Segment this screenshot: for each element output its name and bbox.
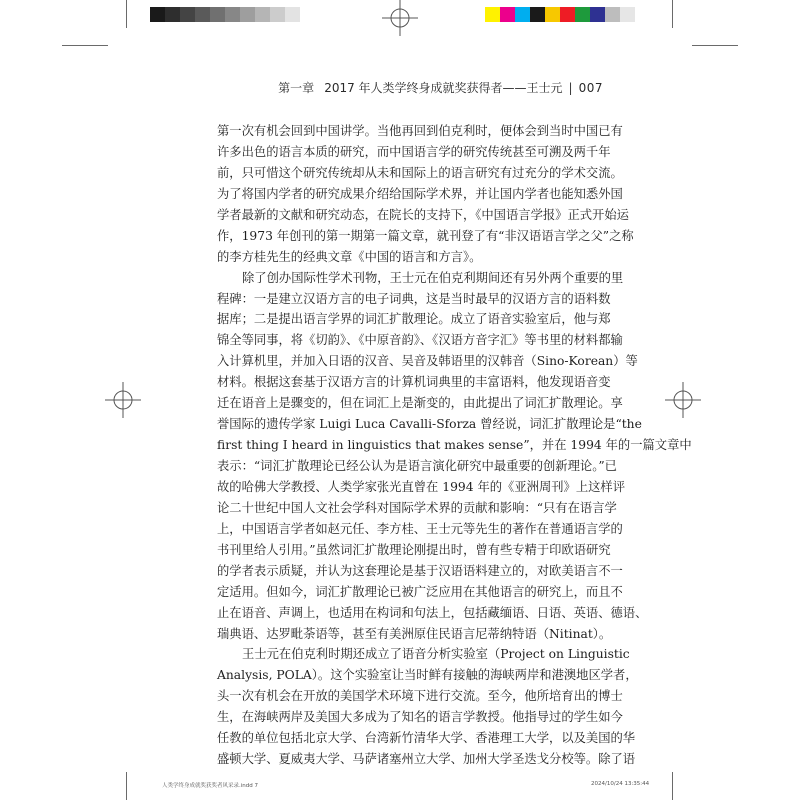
text-line: 任教的单位包括北京大学、台湾新竹清华大学、香港理工大学，以及美国的华 xyxy=(217,731,636,746)
text-line: 学者最新的文献和研究动态，在院长的支持下，《中国语言学报》正式开始运 xyxy=(217,207,629,222)
color-swatch xyxy=(620,7,635,22)
crop-mark xyxy=(672,772,673,800)
text-line: 故的哈佛大学教授、人类学家张光直曾在 1994 年的《亚洲周刊》上这样评 xyxy=(217,479,626,494)
color-swatch xyxy=(515,7,530,22)
text-line: 作，1973 年创刊的第一期第一篇文章，就刊登了有“非汉语语言学之父”之称 xyxy=(217,228,634,243)
text-line: 迁在语音上是骤变的，但在词汇上是渐变的，由此提出了词汇扩散理论。享 xyxy=(217,396,623,411)
text-line: 瑞典语、达罗毗荼语等，甚至有美洲原住民语言尼蒂纳特语（Nitinat）。 xyxy=(217,626,612,641)
text-line: 王士元在伯克利时期还成立了语音分析实验室（Project on Linguistic xyxy=(242,647,630,662)
grayscale-registration-bar xyxy=(150,7,300,22)
crop-mark xyxy=(126,772,127,800)
color-swatch xyxy=(590,7,605,22)
crop-mark xyxy=(692,45,738,46)
text-line: 盛顿大学、夏威夷大学、马萨诸塞州立大学、加州大学圣迭戈分校等。除了语 xyxy=(217,752,636,767)
gray-swatch xyxy=(285,7,300,22)
text-line: 的李方桂先生的经典文章《中国的语言和方言》。 xyxy=(217,249,482,264)
text-line: 除了创办国际性学术刊物，王士元在伯克利期间还有另外两个重要的里 xyxy=(242,270,624,285)
gray-swatch xyxy=(255,7,270,22)
text-line: 许多出色的语言本质的研究，而中国语言学的研究传统甚至可溯及两千年 xyxy=(217,144,611,159)
text-line: 表示：“词汇扩散理论已经公认为是语言演化研究中最重要的创新理论。”已 xyxy=(217,459,617,473)
color-swatch xyxy=(530,7,545,22)
text-line: 誉国际的遗传学家 Luigi Luca Cavalli-Sforza 曾经说，词汇扩散理论是“the xyxy=(217,417,642,432)
gray-swatch xyxy=(165,7,180,22)
registration-crosshair-icon xyxy=(382,0,418,36)
text-line: 论二十世纪中国人文社会学科对国际学术界的贡献和影响：“只有在语言学 xyxy=(217,500,617,515)
chapter-title: 2017 年人类学终身成就奖获得者——王士元 xyxy=(324,81,563,95)
text-line: 定适用。但如今，词汇扩散理论已被广泛应用在其他语言的研究上，而且不 xyxy=(217,584,623,599)
color-swatch xyxy=(500,7,515,22)
text-line: 书刊里给人引用。”虽然词汇扩散理论刚提出时，曾有些专精于印欧语研究 xyxy=(217,542,611,557)
text-line: 锦全等同事，将《切韵》、《中原音韵》、《汉语方音字汇》等书里的材料都输 xyxy=(217,333,623,348)
crop-mark xyxy=(62,45,108,46)
gray-swatch xyxy=(240,7,255,22)
text-line: 入计算机里，并加入日语的汉音、吴音及韩语里的汉韩音（Sino-Korean）等 xyxy=(217,354,638,369)
registration-crosshair-icon xyxy=(105,382,141,418)
text-line: 的学者表示质疑，并认为这套理论是基于汉语语料建立的，对欧美语言不一 xyxy=(217,563,623,578)
text-line: 前，只可惜这个研究传统却从未和国际上的语言研究有过充分的学术交流。 xyxy=(217,165,623,180)
crop-mark xyxy=(672,0,673,28)
gray-swatch xyxy=(195,7,210,22)
color-swatch xyxy=(545,7,560,22)
gray-swatch xyxy=(210,7,225,22)
registration-crosshair-icon xyxy=(665,382,701,418)
file-name-slug: 人类学终身成就奖获奖者风采录.indd 7 xyxy=(162,783,258,789)
gray-swatch xyxy=(225,7,240,22)
color-swatch xyxy=(575,7,590,22)
color-swatch xyxy=(560,7,575,22)
text-line: 程碑：一是建立汉语方言的电子词典，这是当时最早的汉语方言的语料数 xyxy=(217,291,611,306)
timestamp-slug: 2024/10/24 13:35:44 xyxy=(591,781,650,787)
running-header xyxy=(278,79,603,96)
text-line: 据库；二是提出语言学界的词汇扩散理论。成立了语音实验室后，他与郑 xyxy=(217,312,611,327)
text-line: 为了将国内学者的研究成果介绍给国际学术界，并让国内学者也能知悉外国 xyxy=(217,186,623,201)
gray-swatch xyxy=(270,7,285,22)
text-line: 材料。根据这套基于汉语方言的计算机词典里的丰富语料，他发现语音变 xyxy=(217,375,611,390)
page-number: 007 xyxy=(578,80,603,95)
text-line: 第一次有机会回到中国讲学。当他再回到伯克利时，便体会到当时中国已有 xyxy=(217,124,623,138)
text-line: 上，中国语言学者如赵元任、李方桂、王士元等先生的著作在普通语言学的 xyxy=(217,521,623,536)
color-swatch xyxy=(605,7,620,22)
color-registration-bar xyxy=(485,7,635,22)
gray-swatch xyxy=(180,7,195,22)
text-line: Analysis, POLA）。这个实验室让当时鲜有接触的海峡两岸和港澳地区学者， xyxy=(217,668,638,683)
text-line: 头一次有机会在开放的美国学术环境下进行交流。至今，他所培育出的博士 xyxy=(217,689,623,704)
color-swatch xyxy=(485,7,500,22)
gray-swatch xyxy=(150,7,165,22)
text-line: 止在语音、声调上，也适用在构词和句法上，包括藏缅语、日语、英语、德语、 xyxy=(217,605,648,620)
crop-mark xyxy=(126,0,127,28)
text-line: first thing I heard in linguistics that makes sense”，并在 1994 年的一篇文章中 xyxy=(217,438,692,453)
text-line: 生，在海峡两岸及美国大多成为了知名的语言学教授。他指导过的学生如今 xyxy=(217,710,623,725)
header-divider: | xyxy=(568,80,573,95)
body-text xyxy=(217,121,692,770)
chapter-label: 第一章 xyxy=(278,81,315,95)
